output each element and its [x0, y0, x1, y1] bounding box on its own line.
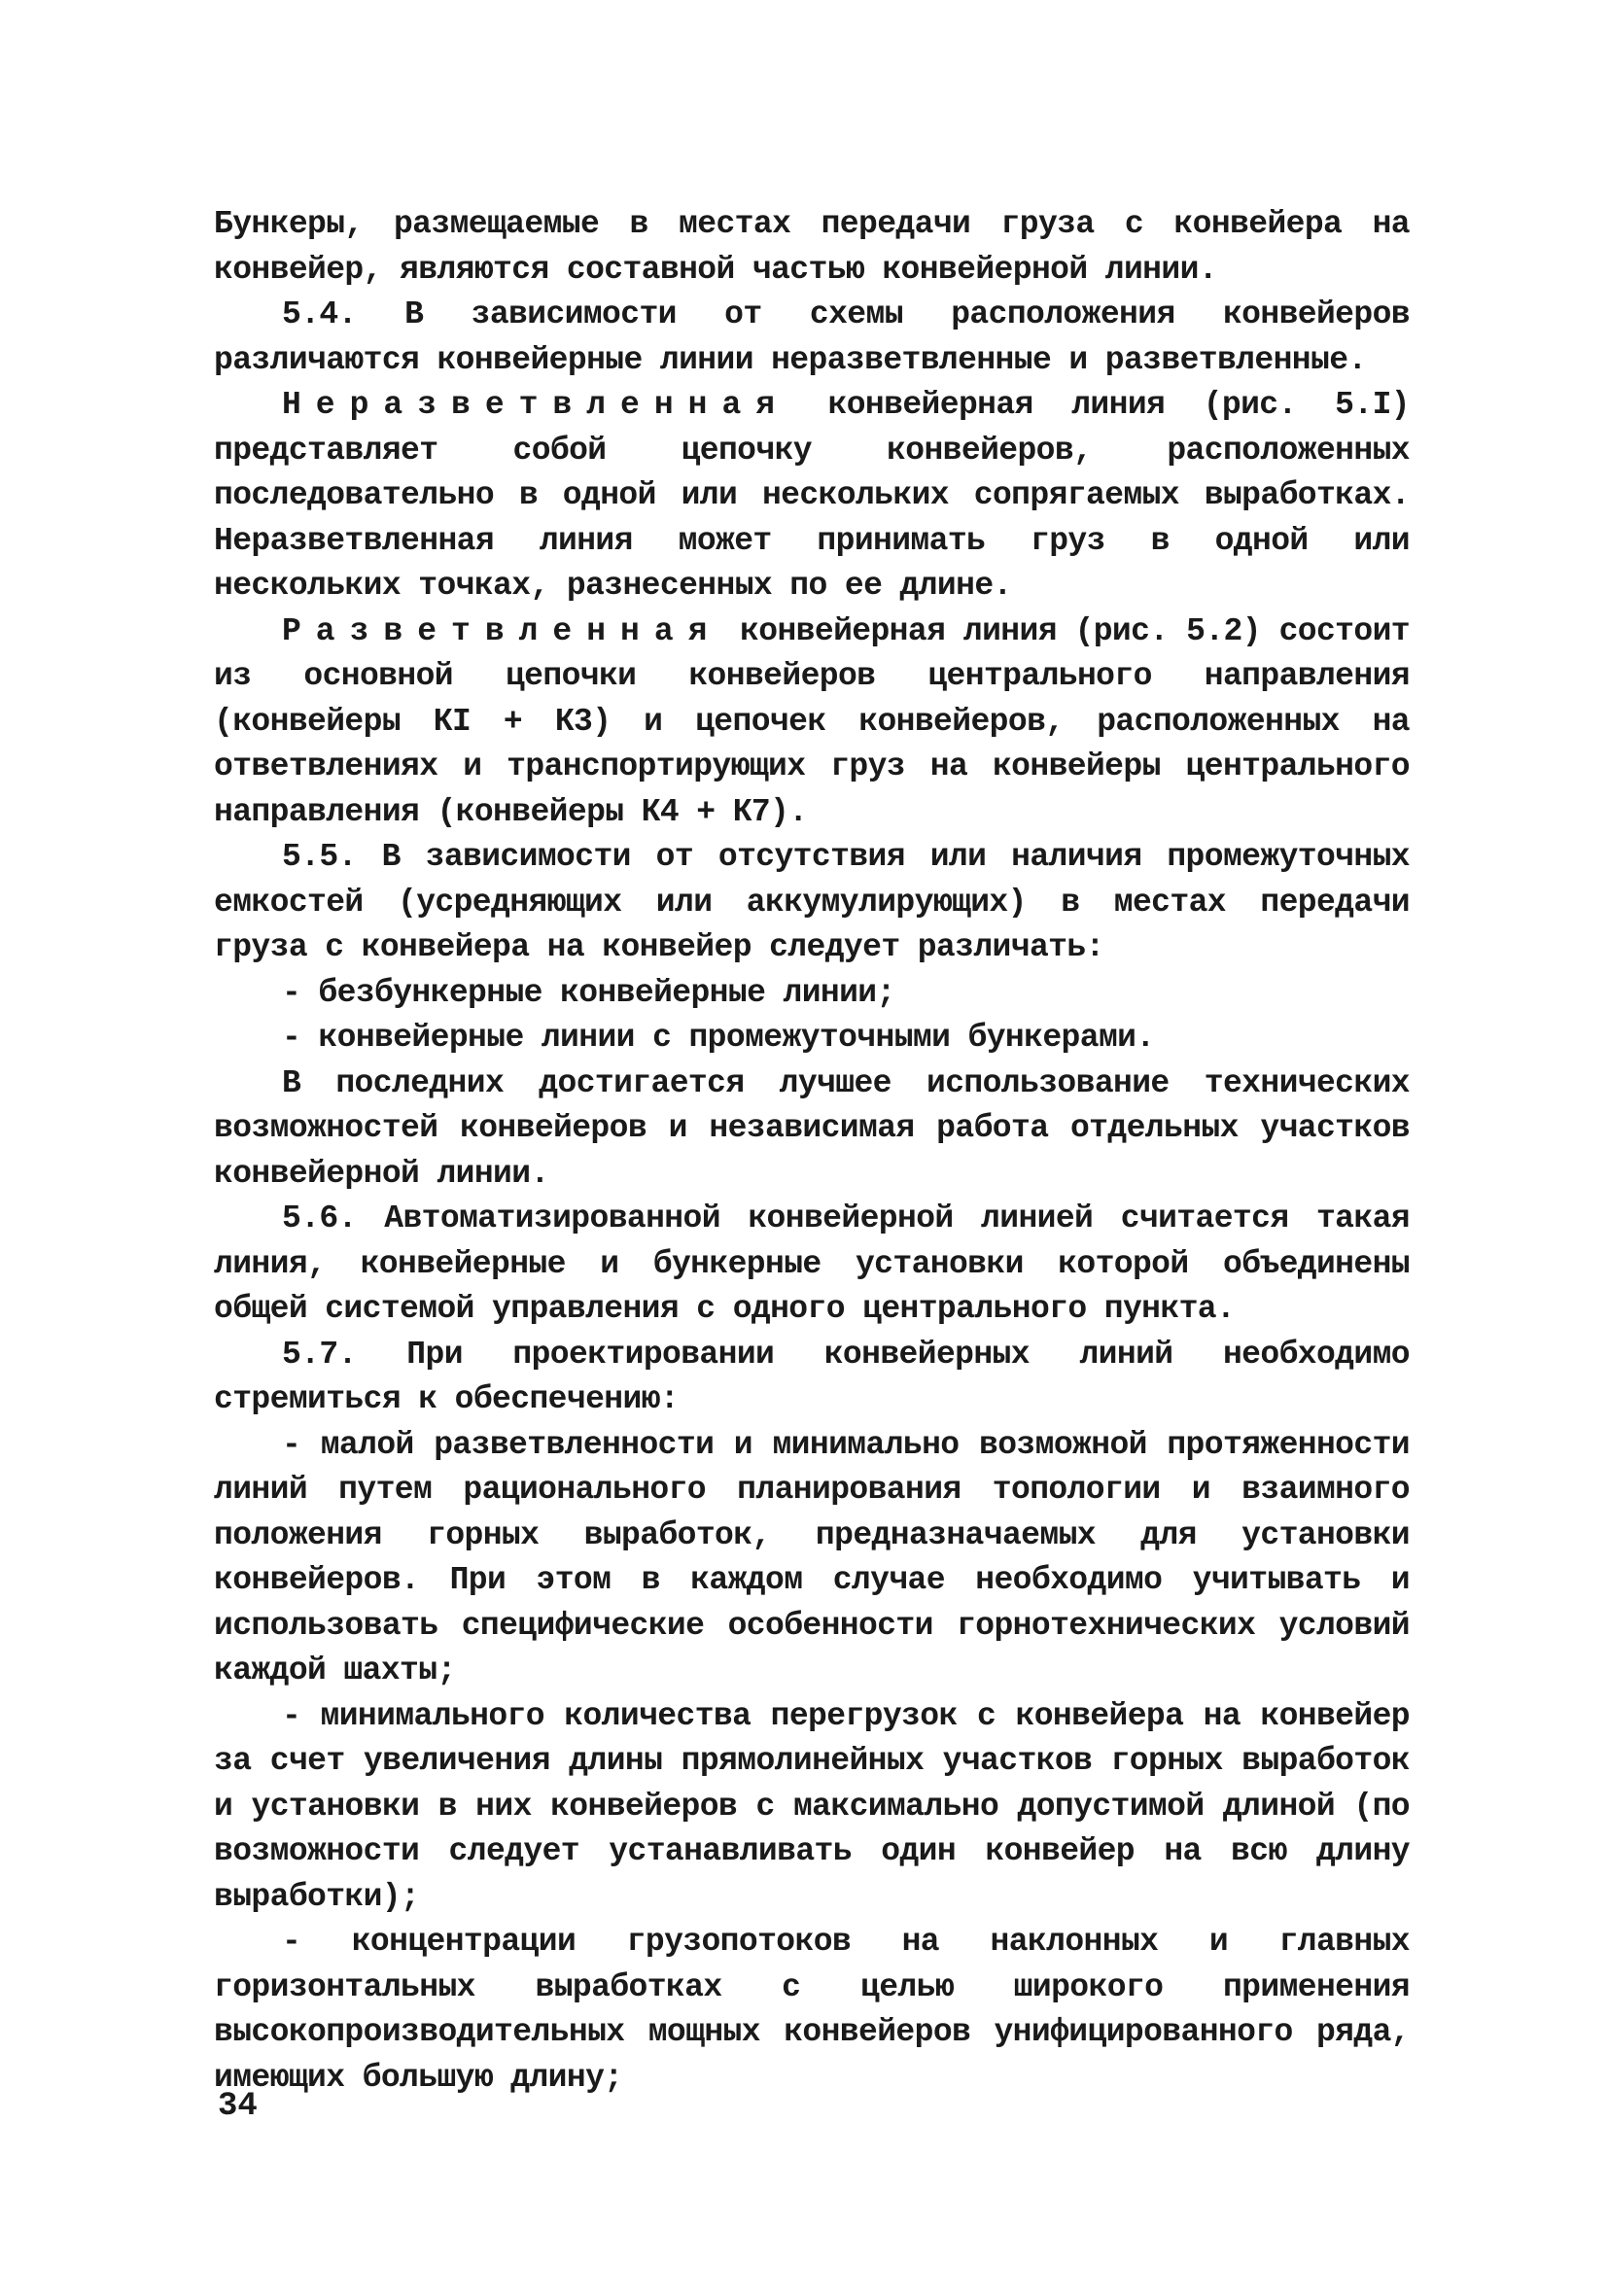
paragraph-unbranched-line — [214, 383, 1410, 609]
list-item-concentration: - концентрации грузопотоков на наклонных и главных горизонтальных выработках с целью широкого применения высокопроизводительных мощных конвейеров унифицированного ряда, имеющих большую длину; — [214, 1924, 1410, 2096]
list-item-bunkerless: - безбункерные конвейерные линии; — [282, 974, 895, 1011]
term-branched: Разветвленная — [282, 612, 722, 649]
term-unbranched: Неразветвленная — [282, 387, 790, 423]
paragraph-branched-text: конвейерная линия (рис. 5.2) состоит из основной цепочки конвейеров центрального направления (конвейеры КI + К3) и цепочек конвейеров, расположенных на ответвлениях и транспортирующих груз на конвейеры центрального направления (конвейеры К4 + К7). — [214, 612, 1410, 830]
page-number: 34 — [218, 2088, 258, 2125]
paragraph-unbranched-text: конвейерная линия (рис. 5.I) представляет собой цепочку конвейеров, расположенных последовательно в одной или нескольких сопрягаемых выработках. Неразветвленная линия может принимать груз в одной или нескольких точках, разнесенных по ее длине. — [214, 387, 1410, 604]
list-item-min-transfers: - минимального количества перегрузок с конвейера на конвейер за счет увеличения длины прямолинейных участков горных выработок и установки в них конвейеров с максимально допустимой длиной (по возможности следует устанавливать один конвейер на всю длину выработки); — [214, 1697, 1410, 1915]
paragraph-latter: В последних достигается лучшее использование технических возможностей конвейеров и независимая работа отдельных участков конвейерной линии. — [214, 1064, 1410, 1192]
paragraph-bunkers: Бункеры, размещаемые в местах передачи груза с конвейера на конвейер, являются составной частью конвейерной линии. — [214, 206, 1410, 288]
list-item-low-branching: - малой разветвленности и минимально возможной протяженности линий путем рационального планирования топологии и взаимного положения горных выработок, предназначаемых для установки конвейеров. При этом в каждом случае необходимо учитывать и использовать специфические особенности горнотехнических условий каждой шахты; — [214, 1426, 1410, 1688]
paragraph-branched-line — [214, 609, 1410, 836]
paragraph-5-7: 5.7. При проектировании конвейерных линий необходимо стремиться к обеспечению: — [214, 1336, 1410, 1417]
paragraph-5-4: 5.4. В зависимости от схемы расположения конвейеров различаются конвейерные линии неразветвленные и разветвленные. — [214, 296, 1410, 378]
paragraph-5-6: 5.6. Автоматизированной конвейерной линией считается такая линия, конвейерные и бункерные установки которой объединены общей системой управления с одного центрального пункта. — [214, 1200, 1410, 1327]
document-page — [214, 202, 1410, 2101]
paragraph-5-5: 5.5. В зависимости от отсутствия или наличия промежуточных емкостей (усредняющих или аккумулирующих) в местах передачи груза с конвейера на конвейер следует различать: — [214, 839, 1410, 965]
list-item-with-bunkers: - конвейерные линии с промежуточными бункерами. — [282, 1020, 1155, 1056]
